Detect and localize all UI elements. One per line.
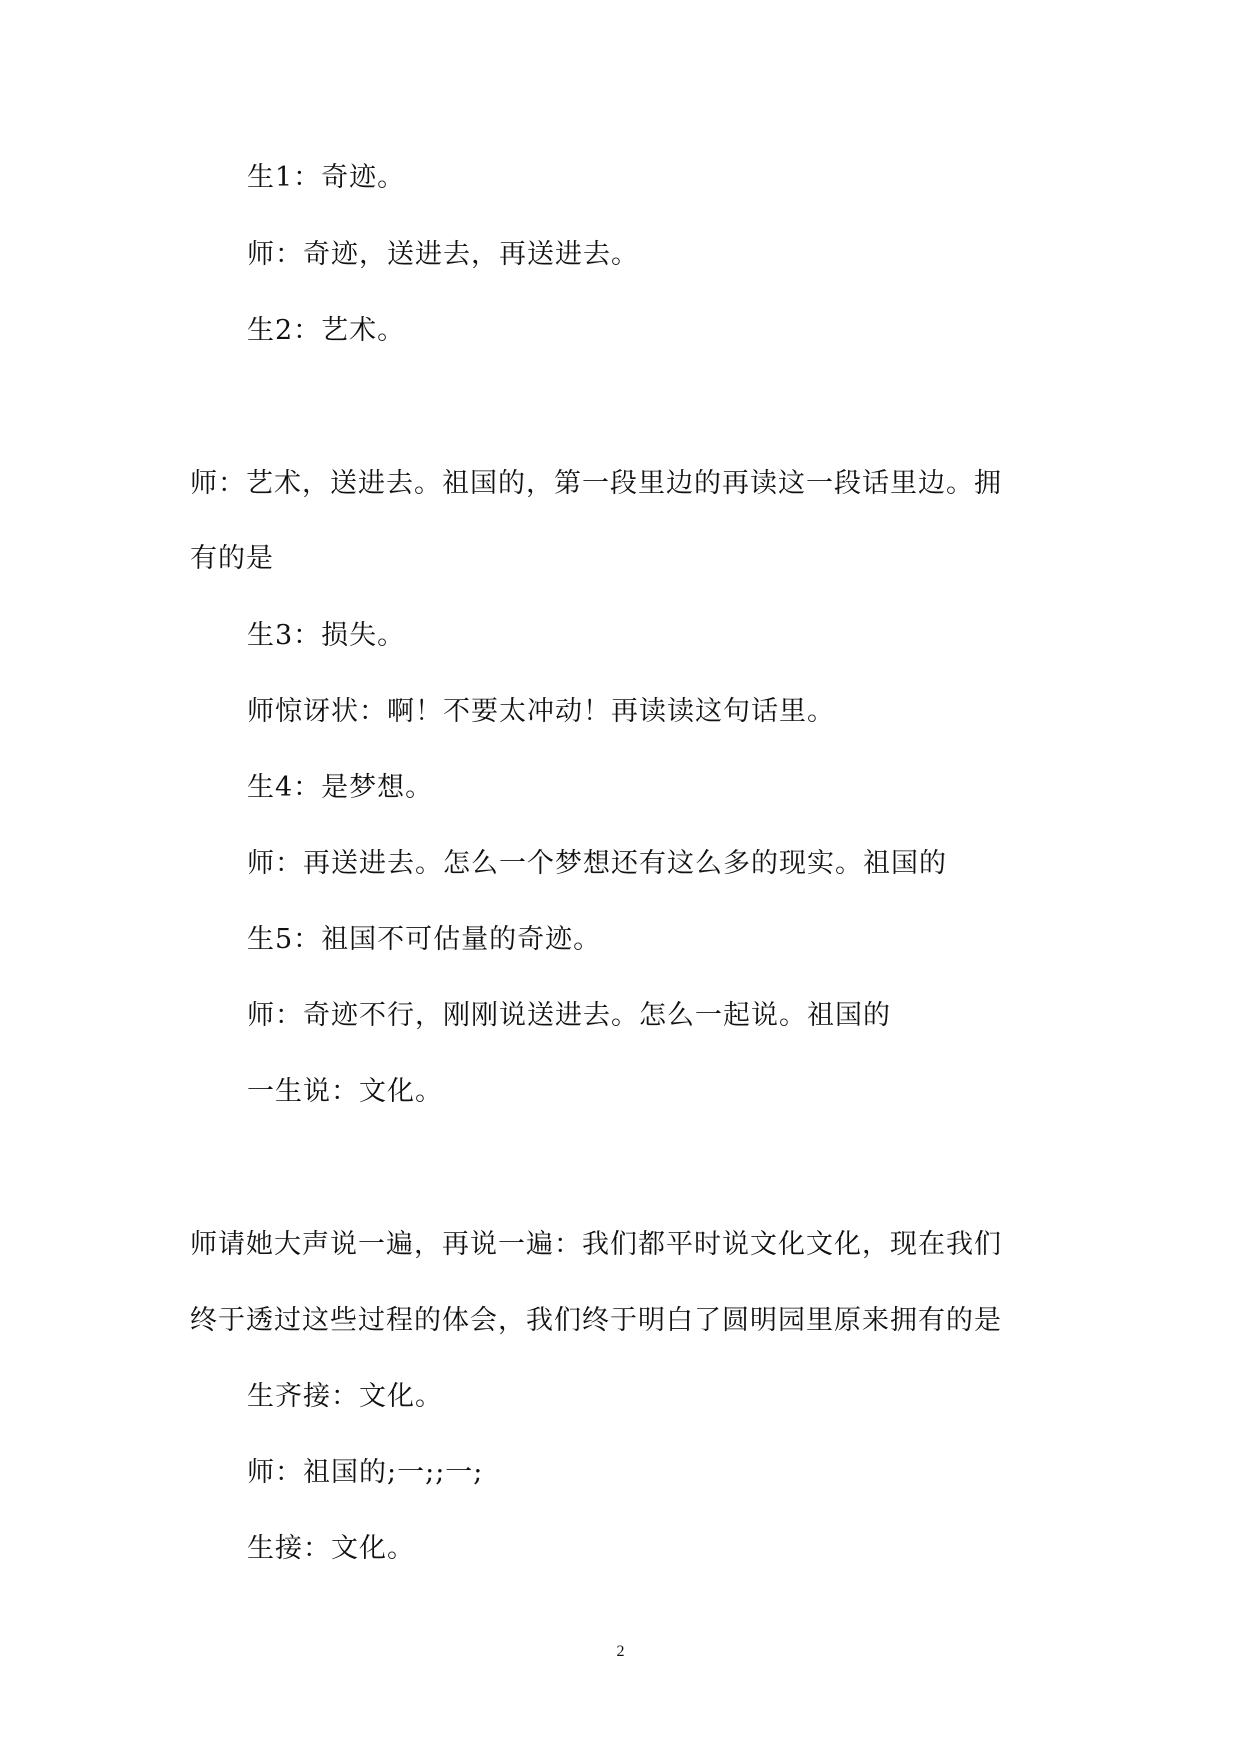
dialogue-line: 师：艺术，送进去。祖国的，第一段里边的再读这一段话里边。拥 bbox=[190, 468, 1002, 499]
dialogue-line: 生接：文化。 bbox=[247, 1533, 415, 1564]
dialogue-line-continued: 有的是 bbox=[190, 543, 274, 574]
dialogue-line: 生3：损失。 bbox=[247, 620, 406, 651]
dialogue-line: 师：奇迹，送进去，再送进去。 bbox=[247, 239, 639, 270]
dialogue-line: 师：祖国的;一;;一; bbox=[247, 1457, 484, 1488]
dialogue-line: 师：再送进去。怎么一个梦想还有这么多的现实。祖国的 bbox=[247, 848, 947, 879]
dialogue-line: 师：奇迹不行，刚刚说送进去。怎么一起说。祖国的 bbox=[247, 1000, 891, 1031]
dialogue-line: 一生说：文化。 bbox=[247, 1076, 443, 1107]
dialogue-line: 生1：奇迹。 bbox=[247, 162, 406, 193]
page-number: 2 bbox=[616, 1643, 625, 1660]
dialogue-line: 生齐接：文化。 bbox=[247, 1381, 443, 1412]
dialogue-line-continued: 终于透过这些过程的体会，我们终于明白了圆明园里原来拥有的是 bbox=[190, 1305, 1002, 1336]
dialogue-line: 师请她大声说一遍，再说一遍：我们都平时说文化文化，现在我们 bbox=[190, 1229, 1002, 1260]
dialogue-line: 生4：是梦想。 bbox=[247, 772, 434, 803]
dialogue-line: 生5：祖国不可估量的奇迹。 bbox=[247, 924, 602, 955]
dialogue-line: 生2：艺术。 bbox=[247, 315, 406, 346]
dialogue-line: 师惊讶状：啊！不要太冲动！再读读这句话里。 bbox=[247, 696, 835, 727]
